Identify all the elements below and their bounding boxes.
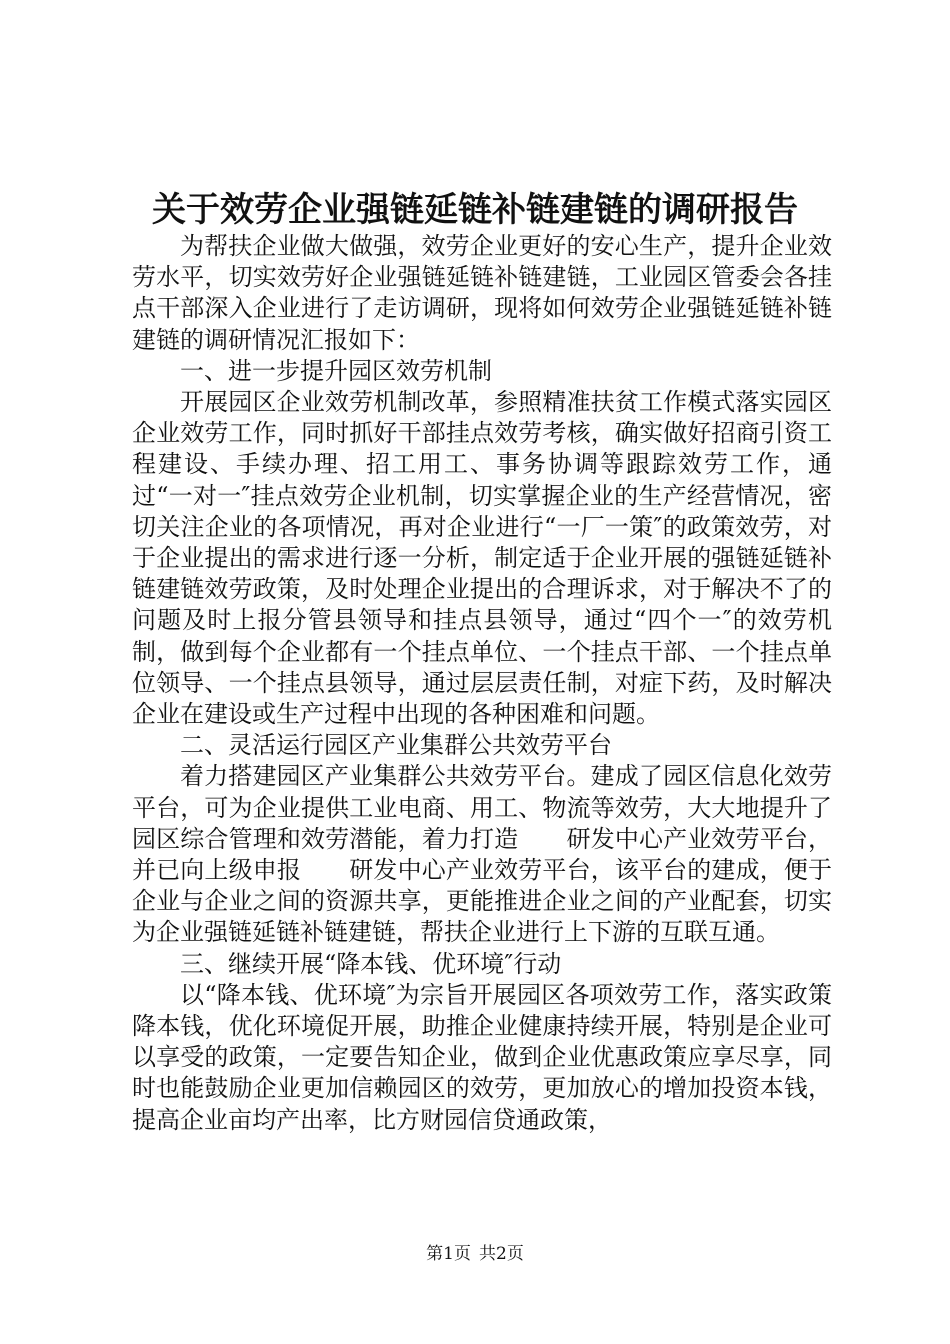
- document-body: [132, 231, 832, 1136]
- document-title: 关于效劳企业强链延链补链建链的调研报告: [152, 190, 798, 230]
- section-1-paragraph: 开展园区企业效劳机制改革，参照精准扶贫工作模式落实园区企业效劳工作，同时抓好干部挂点效劳考核，确实做好招商引资工程建设、手续办理、招工用工、事务协调等跟踪效劳工作，通过“一对一″挂点效劳企业机制，切实掌握企业的生产经营情况，密切关注企业的各项情况，再对企业进行“一厂一策″的政策效劳，对于企业提出的需求进行逐一分析，制定适于企业开展的强链延链补链建链效劳政策，及时处理企业提出的合理诉求，对于解决不了的问题及时上报分管县领导和挂点县领导，通过“四个一″的效劳机制，做到每个企业都有一个挂点单位、一个挂点干部、一个挂点单位领导、一个挂点县领导，通过层层责任制，对症下药，及时解决企业在建设或生产过程中出现的各种困难和问题。: [132, 388, 832, 729]
- section-3-paragraph: 以“降本钱、优环境″为宗旨开展园区各项效劳工作，落实政策降本钱，优化环境促开展，助推企业健康持续开展，特别是企业可以享受的政策，一定要告知企业，做到企业优惠政策应享尽享，同时也能鼓励企业更加信赖园区的效劳，更加放心的增加投资本钱，提高企业亩均产出率，比方财园信贷通政策，: [132, 980, 832, 1134]
- section-2-paragraph: 着力搭建园区产业集群公共效劳平台。建成了园区信息化效劳平台，可为企业提供工业电商、用工、物流等效劳，大大地提升了园区综合管理和效劳潜能，着力打造 研发中心产业效劳平台，并已向上级申报 研发中心产业效劳平台，该平台的建成，便于企业与企业之间的资源共享，更能推进企业之间的产业配套，切实为企业强链延链补链建链，帮扶企业进行上下游的互联互通。: [132, 762, 832, 947]
- section-heading-1: 一、进一步提升园区效劳机制: [180, 356, 492, 385]
- intro-paragraph: 为帮扶企业做大做强，效劳企业更好的安心生产，提升企业效劳水平，切实效劳好企业强链延链补链建链，工业园区管委会各挂点干部深入企业进行了走访调研，现将如何效劳企业强链延链补链建链的调研情况汇报如下：: [132, 232, 832, 354]
- page-footer: [0, 1242, 950, 1266]
- section-heading-2: 二、灵活运行园区产业集群公共效劳平台: [180, 731, 612, 760]
- section-heading-3: 三、继续开展“降本钱、优环境″行动: [180, 949, 562, 978]
- page-total: 共2页: [479, 1244, 524, 1264]
- page-number: 第1页: [426, 1244, 471, 1264]
